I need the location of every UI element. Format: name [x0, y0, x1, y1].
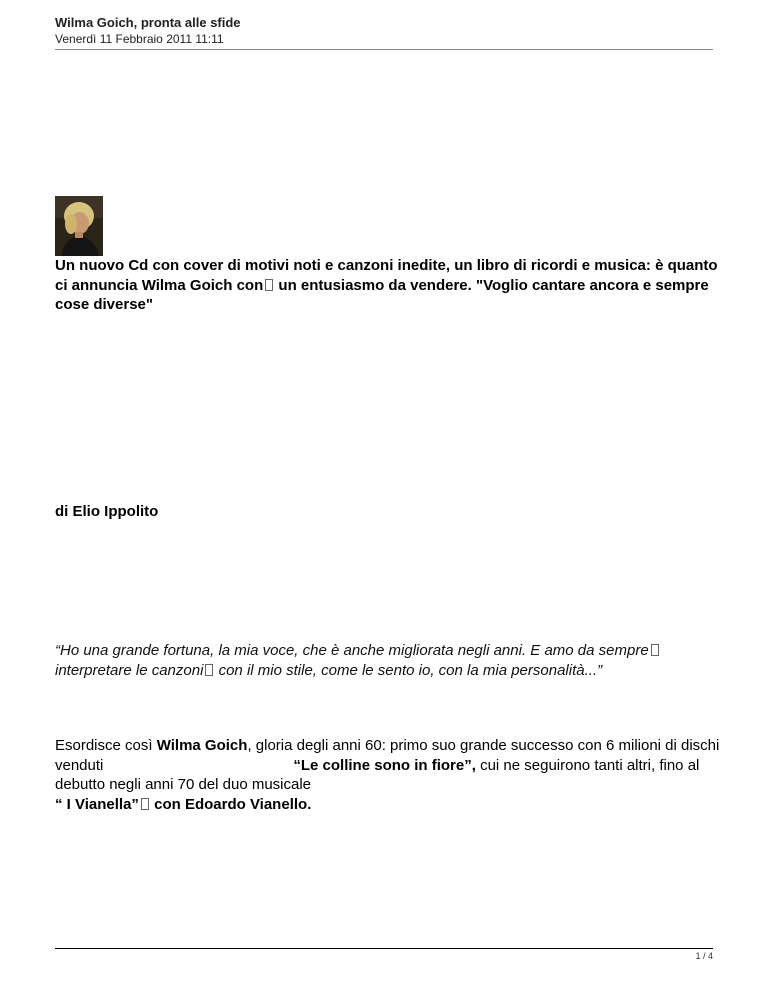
footer-divider — [55, 948, 713, 949]
lead-paragraph — [55, 256, 725, 315]
quote-text-2: interpretare le canzoni — [55, 661, 204, 679]
missing-glyph-icon — [265, 279, 273, 291]
missing-glyph-icon — [205, 664, 213, 676]
document-title: Wilma Goich, pronta alle sfide — [55, 15, 241, 30]
body-text-3: cui ne seguirono tanti altri, fino al debutto negli anni 70 del duo musicale — [55, 756, 700, 793]
author-photo — [55, 196, 103, 256]
missing-glyph-icon — [651, 644, 659, 656]
body-paragraph — [55, 736, 725, 814]
page-number: 1 / 4 — [695, 951, 713, 961]
body-duo: “ I Vianella” — [55, 795, 139, 813]
quote-text-3: con il mio stile, come le sento io, con la mia personalità...” — [214, 661, 603, 679]
quote-text-1: “Ho una grande fortuna, la mia voce, che è anche migliorata negli anni. E amo da sempre — [55, 642, 649, 659]
author-byline: di Elio Ippolito — [55, 503, 159, 520]
body-text-2: , gloria degli anni 60: primo suo grande successo con 6 milioni di dischi venduti — [55, 737, 720, 774]
lead-text-1: Un nuovo Cd con cover di motivi noti e canzoni inedite, un libro di ricordi e musica: è quanto ci annuncia Wilma Goich con — [55, 257, 718, 294]
lead-text-2: un entusiasmo da vendere. "Voglio cantare ancora e sempre cose diverse" — [55, 276, 709, 313]
body-text-1: Esordisce così — [55, 737, 157, 754]
body-duo-2: con Edoardo Vianello. — [149, 795, 312, 813]
document-date: Venerdì 11 Febbraio 2011 11:11 — [55, 32, 224, 46]
missing-glyph-icon — [141, 798, 149, 810]
portrait-image — [55, 196, 103, 256]
quote-paragraph — [55, 641, 725, 680]
body-song-title: “Le colline sono in fiore”, — [293, 756, 476, 774]
body-name: Wilma Goich — [156, 737, 248, 754]
header-divider — [55, 49, 713, 50]
